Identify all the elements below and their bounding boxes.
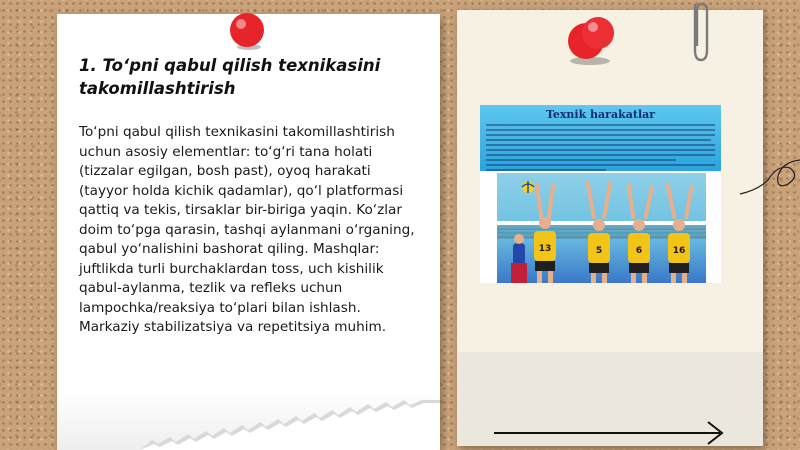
note-body: To‘pni qabul qilish texnikasini takomillashtirish uchun asosiy elementlar: to‘g‘ri tana holati (tizzalar egilgan, bosh past), oyoq harakati (tayyor holda kichik qadamlar), qo‘l platformasi qattiq va tekis, tirsaklar bir-biriga yaqin. Ko‘zlar doim to‘pga qarasin, tashqi aylanmani o‘rganing, qabul yo‘nalishini bashorat qiling. Mashqlar: juftlikda turli burchaklardan toss, uch kishilik qabul-aylanma, tezlik va refleks uchun lampochka/reaksiya to‘plari bilan ishlash. Markaziy stabilizatsiya va repetitsiya muhim. <box>79 124 415 335</box>
arrow-right-icon <box>494 419 726 447</box>
note-title: 1. To‘pni qabul qilish texnikasini takomillashtirish <box>79 56 381 98</box>
jersey-number: 6 <box>635 246 643 256</box>
volleyball-slide-image <box>480 105 721 283</box>
jersey-number: 5 <box>595 246 603 256</box>
paperclip-icon <box>688 0 714 64</box>
slide-title: Texnik harakatlar <box>545 108 656 121</box>
jersey-number: 16 <box>672 246 686 256</box>
string-doodle <box>738 150 800 210</box>
pushpin-icon <box>560 13 622 67</box>
volleyball-photo <box>497 173 706 283</box>
slide-text-lines <box>486 124 715 174</box>
torn-edge <box>140 400 440 450</box>
jersey-number: 13 <box>538 244 552 254</box>
pushpin-icon <box>226 11 268 51</box>
